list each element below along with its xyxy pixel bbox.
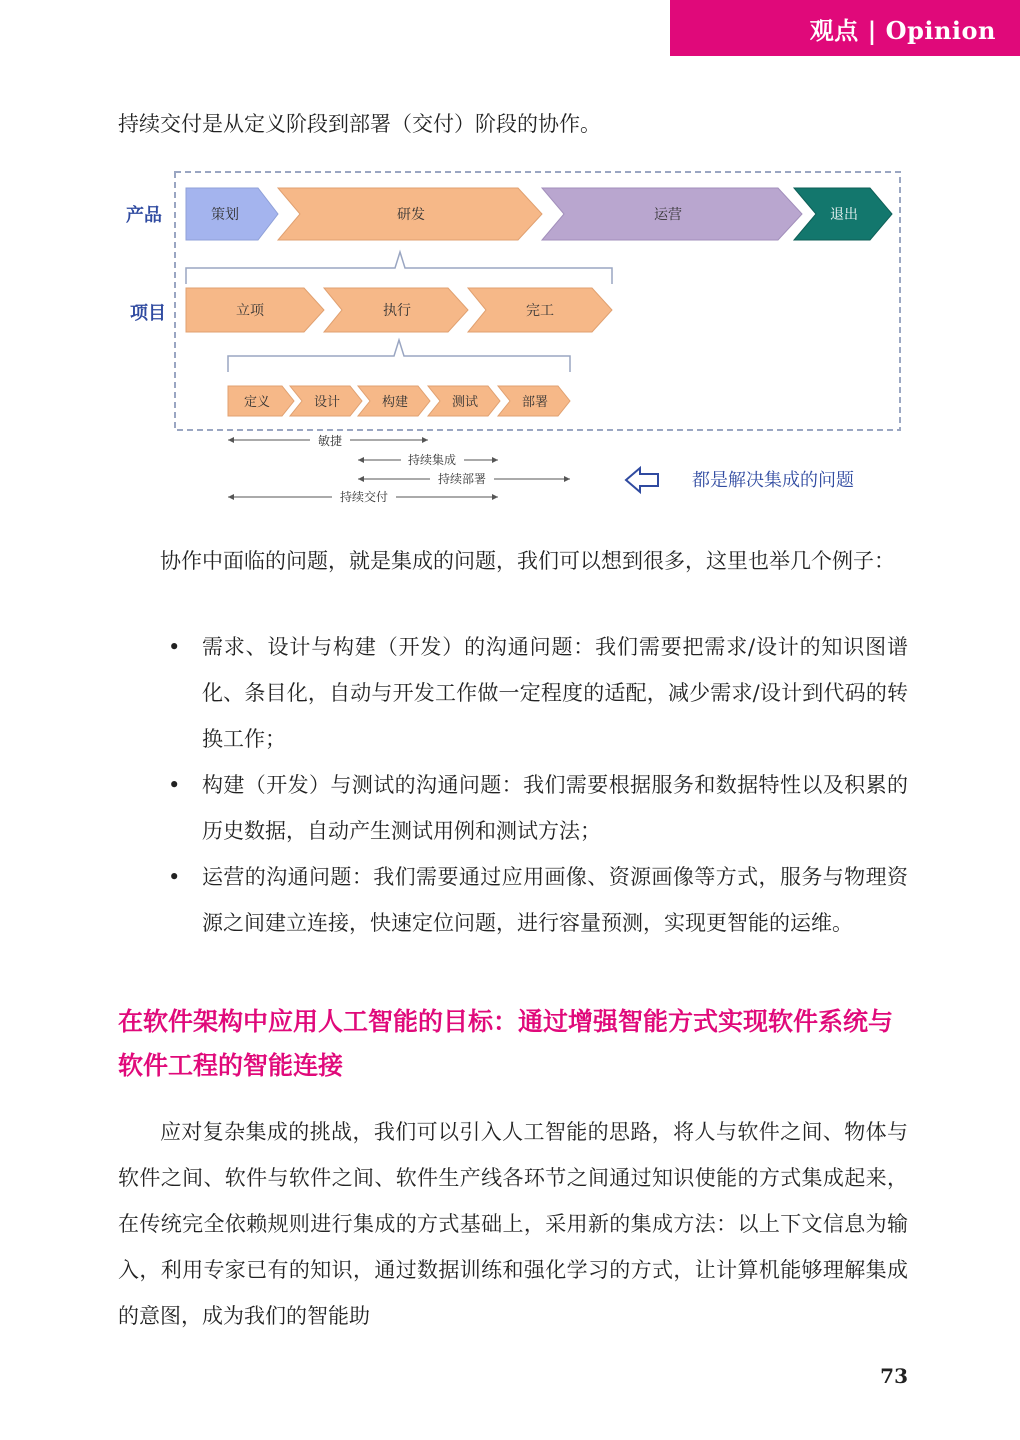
bullet-dot: • bbox=[168, 773, 181, 797]
span-delivery bbox=[228, 489, 498, 504]
bracket-dev bbox=[228, 340, 570, 372]
list-item bbox=[118, 762, 908, 854]
span-ci bbox=[358, 452, 498, 467]
stage-test-label: 测试 bbox=[451, 395, 479, 410]
section-tag: 观点 | Opinion bbox=[670, 0, 1020, 56]
stage-design-label: 设计 bbox=[313, 395, 341, 410]
span-delivery-label: 持续交付 bbox=[339, 490, 389, 504]
intro-paragraph: 持续交付是从定义阶段到部署（交付）阶段的协作。 bbox=[118, 112, 601, 136]
stage-build-label: 构建 bbox=[381, 395, 409, 410]
stage-complete-label: 完工 bbox=[526, 303, 554, 319]
continuous-delivery-diagram bbox=[118, 160, 908, 522]
bullet-dot: • bbox=[168, 635, 181, 659]
span-agile bbox=[228, 433, 428, 448]
list-item bbox=[118, 624, 908, 762]
bullet-list bbox=[118, 624, 908, 946]
stage-plan-label: 策划 bbox=[211, 207, 239, 223]
bracket-project bbox=[186, 252, 612, 284]
paragraph-1: 协作中面临的问题，就是集成的问题，我们可以想到很多，这里也举几个例子： bbox=[160, 549, 895, 573]
section-heading: 在软件架构中应用人工智能的目标：通过增强智能方式实现软件系统与软件工程的智能连接 bbox=[118, 1007, 894, 1080]
row-label-product: 产品 bbox=[126, 205, 162, 226]
stage-ops-label: 运营 bbox=[654, 207, 682, 223]
stage-dev-label: 研发 bbox=[397, 207, 425, 223]
left-arrow-icon bbox=[626, 468, 658, 492]
stage-define-label: 定义 bbox=[243, 395, 271, 410]
list-item-text: 构建（开发）与测试的沟通问题：我们需要根据服务和数据特性以及积累的历史数据，自动产生测试用例和测试方法； bbox=[202, 773, 908, 843]
list-item bbox=[118, 854, 908, 946]
stage-execute-label: 执行 bbox=[383, 303, 411, 319]
stage-initiate-label: 立项 bbox=[236, 303, 264, 319]
span-cd bbox=[358, 471, 570, 486]
list-item-text: 需求、设计与构建（开发）的沟通问题：我们需要把需求/设计的知识图谱化、条目化，自动与开发工作做一定程度的适配，减少需求/设计到代码的转换工作； bbox=[202, 635, 908, 751]
paragraph-2: 应对复杂集成的挑战，我们可以引入人工智能的思路，将人与软件之间、物体与软件之间、软件与软件之间、软件生产线各环节之间通过知识使能的方式集成起来，在传统完全依赖规则进行集成的方式基础上，采用新的集成方法：以上下文信息为输入，利用专家已有的知识，通过数据训练和强化学习的方式，让计算机能够理解集成的意图，成为我们的智能助 bbox=[118, 1120, 908, 1328]
diagram-note: 都是解决集成的问题 bbox=[692, 470, 854, 491]
stage-deploy-label: 部署 bbox=[521, 395, 549, 410]
bullet-dot: • bbox=[168, 865, 181, 889]
span-ci-label: 持续集成 bbox=[407, 453, 457, 467]
list-item-text: 运营的沟通问题：我们需要通过应用画像、资源画像等方式，服务与物理资源之间建立连接，快速定位问题，进行容量预测，实现更智能的运维。 bbox=[202, 865, 908, 935]
span-cd-label: 持续部署 bbox=[437, 472, 487, 486]
row-label-project: 项目 bbox=[130, 303, 166, 324]
page-number: 73 bbox=[880, 1364, 908, 1388]
span-agile-label: 敏捷 bbox=[317, 434, 343, 448]
stage-exit-label: 退出 bbox=[830, 207, 858, 223]
